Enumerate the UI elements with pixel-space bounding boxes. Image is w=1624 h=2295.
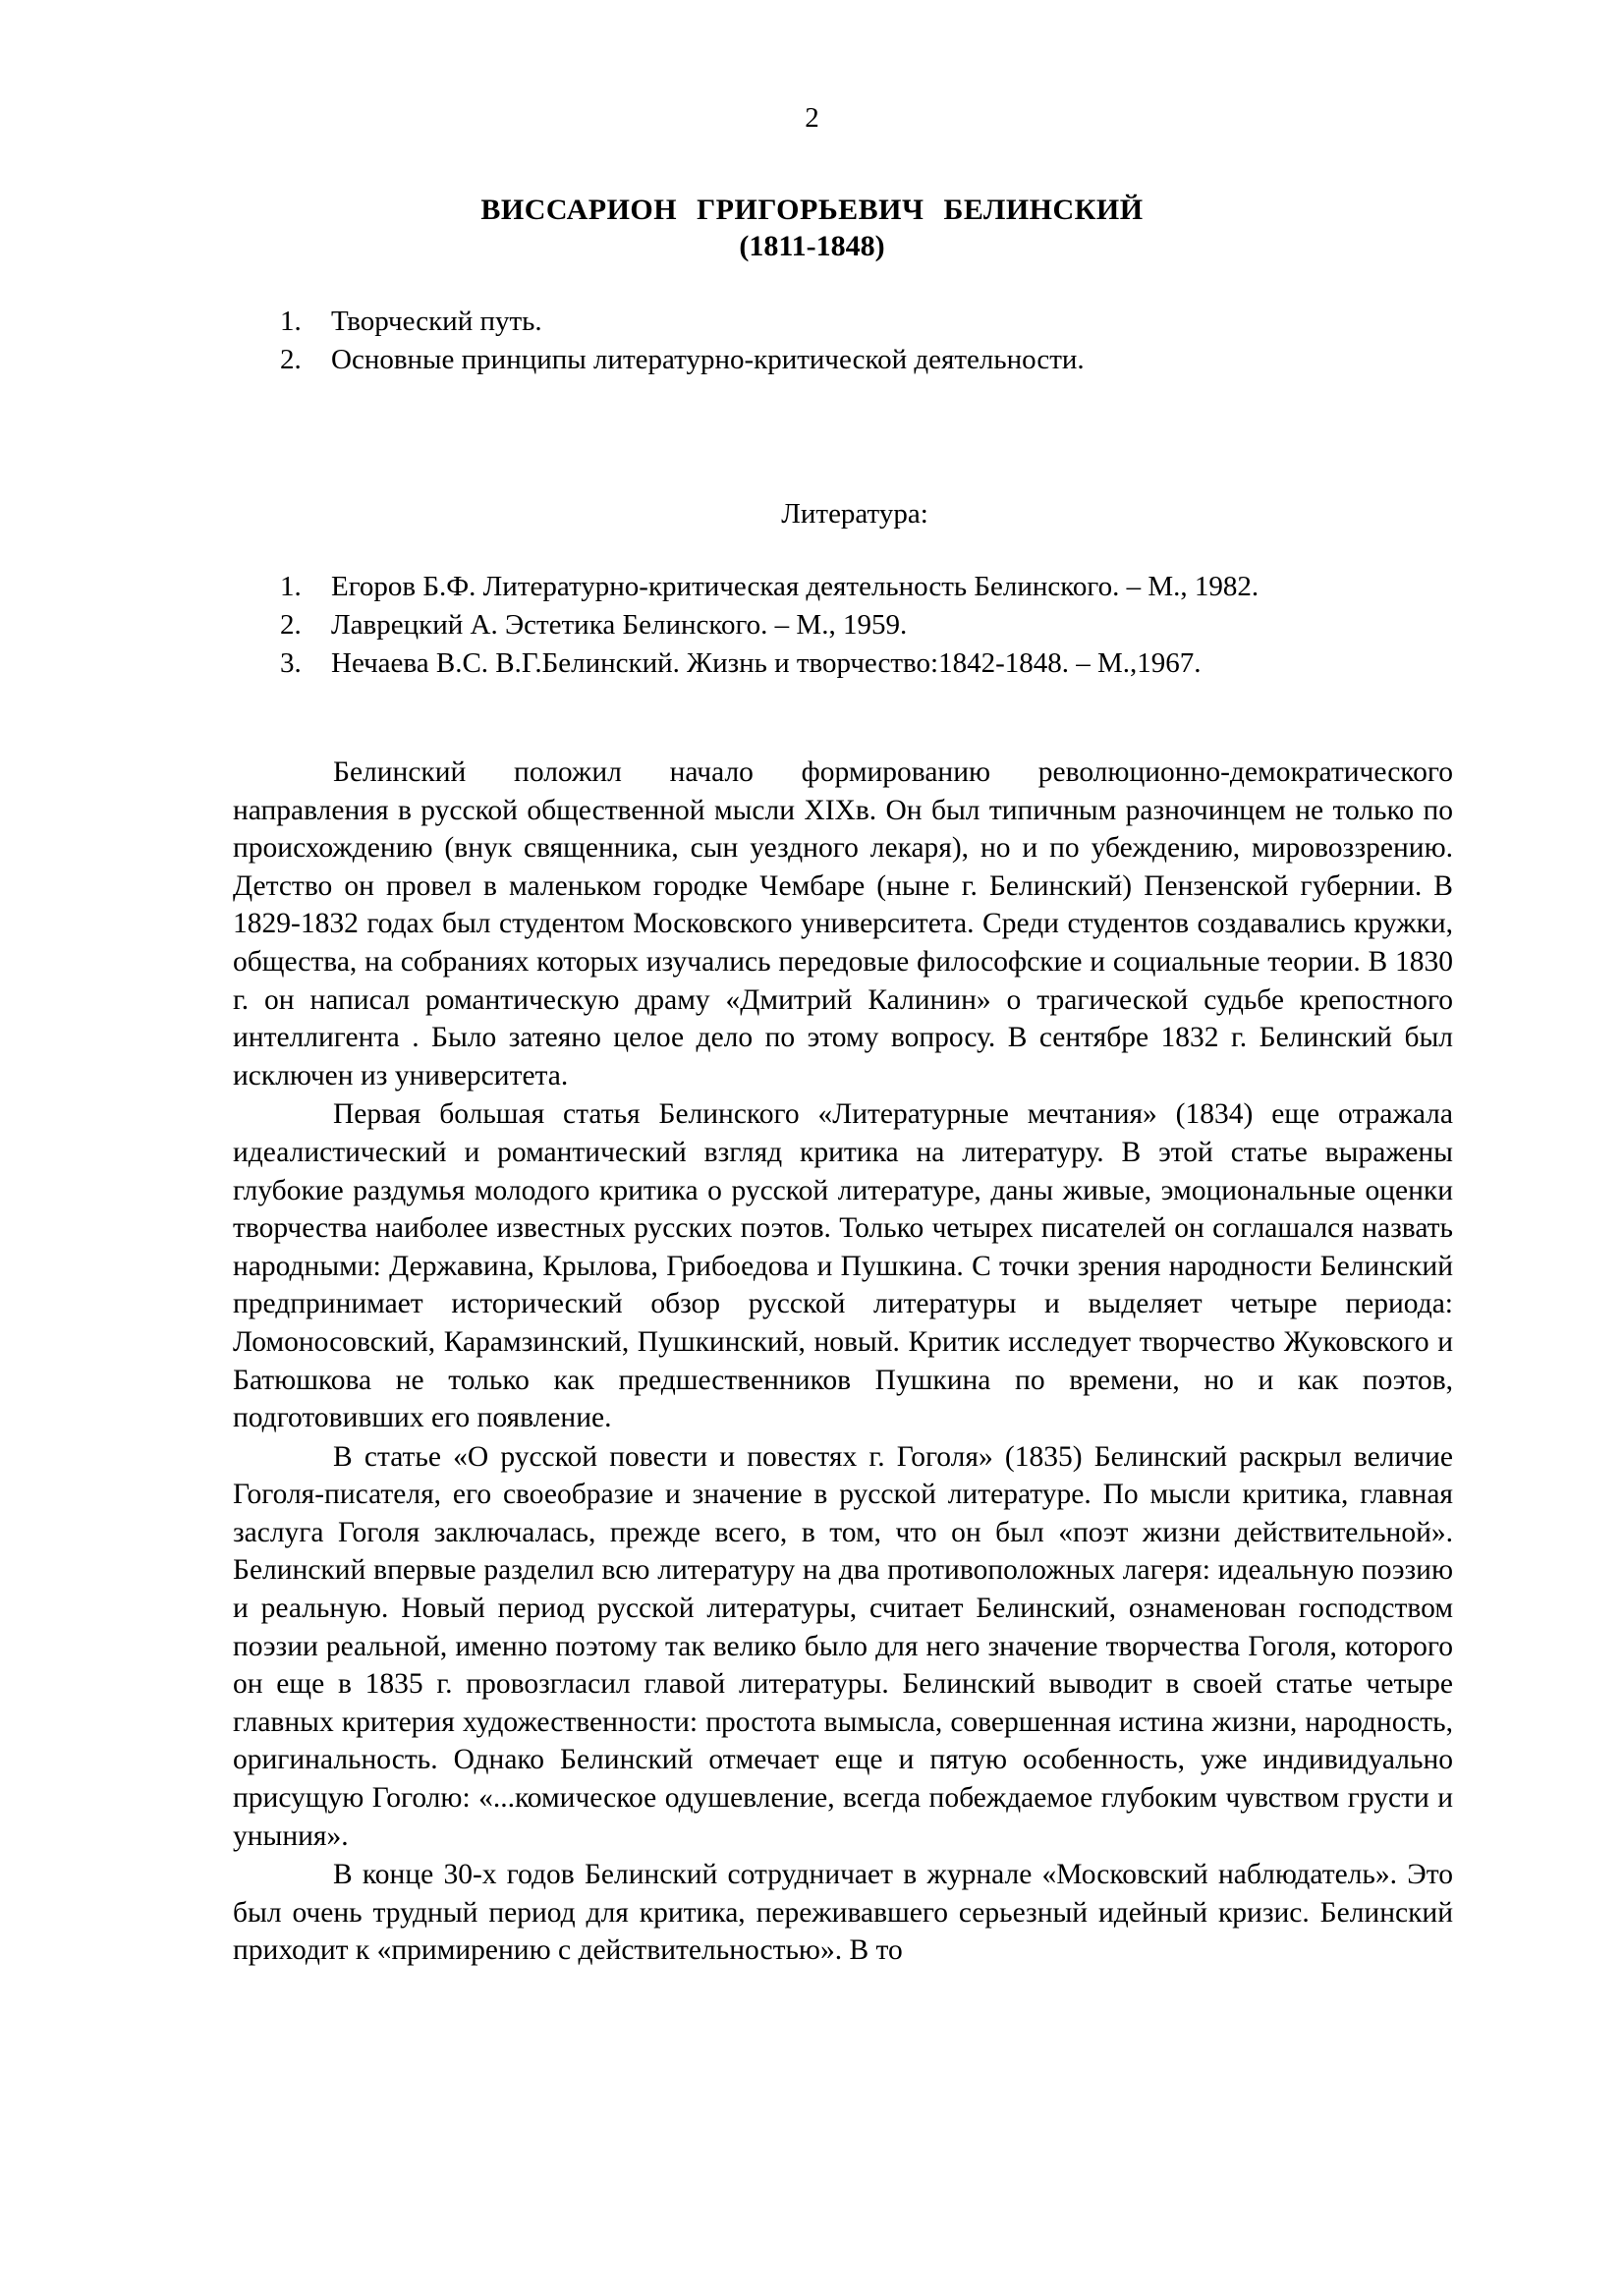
body-paragraph: Первая большая статья Белинского «Литературные мечтания» (1834) еще отражала идеалистический и романтический взгляд критика на литературу. В этой статье выражены глубокие раздумья молодого критика о русской литературе, даны живые, эмоциональные оценки творчества наиболее известных русских поэтов. Только четырех писателей он соглашался назвать народными: Державина, Крылова, Грибоедова и Пушкина. С точки зрения народности Белинский предпринимает исторический обзор русской литературы и выделяет четыре периода: Ломоносовский, Карамзинский, Пушкинский, новый. Критик исследует творчество Жуковского и Батюшкова не только как предшественников Пушкина по времени, но и как поэтов, подготовивших его появление. bbox=[233, 1098, 1453, 1434]
plan-list bbox=[280, 303, 1085, 379]
literature-heading: Литература: bbox=[781, 498, 928, 530]
literature-item-text: Лаврецкий А. Эстетика Белинского. – М., 1959. bbox=[331, 609, 908, 641]
body-text bbox=[233, 754, 1453, 1970]
literature-item bbox=[280, 606, 1259, 644]
body-paragraph: Белинский положил начало формированию революционно-демократического направления в русской общественной мысли XIXв. Он был типичным разночинцем не только по происхождению (внук священника, сын уездного лекаря), но и по убеждению, мировоззрению. Детство он провел в маленьком городке Чембаре (ныне г. Белинский) Пензенской губернии. В 1829-1832 годах был студентом Московского университета. Среди студентов создавались кружки, общества, на собраниях которых изучались передовые философские и социальные теории. В 1830 г. он написал романтическую драму «Дмитрий Калинин» о трагической судьбе крепостного интеллигента . Было затеяно целое дело по этому вопросу. В сентябре 1832 г. Белинский был исключен из университета. bbox=[233, 756, 1453, 1092]
plan-item-number: 2. bbox=[280, 344, 302, 375]
title-block bbox=[0, 192, 1624, 264]
plan-item bbox=[280, 303, 1085, 341]
literature-item bbox=[280, 568, 1259, 606]
page-number: 2 bbox=[805, 102, 819, 134]
plan-item-text: Творческий путь. bbox=[331, 306, 542, 337]
page-title: ВИССАРИОН ГРИГОРЬЕВИЧ БЕЛИНСКИЙ bbox=[480, 194, 1144, 226]
body-paragraph: В конце 30-х годов Белинский сотрудничает в журнале «Московский наблюдатель». Это был очень трудный период для критика, переживавшего серьезный идейный кризис. Белинский приходит к «примирению с действительностью». В то bbox=[233, 1859, 1453, 1967]
literature-list bbox=[280, 568, 1259, 683]
plan-item bbox=[280, 341, 1085, 379]
plan-item-text: Основные принципы литературно-критической деятельности. bbox=[331, 344, 1085, 375]
literature-item-number: 2. bbox=[280, 609, 302, 641]
literature-item-number: 1. bbox=[280, 571, 302, 602]
body-paragraph: В статье «О русской повести и повестях г. Гоголя» (1835) Белинский раскрыл величие Гоголя-писателя, его своеобразие и значение в русской литературе. По мысли критика, главная заслуга Гоголя заключалась, прежде всего, в том, что он был «поэт жизни действительной». Белинский впервые разделил всю литературу на два противоположных лагеря: идеальную поэзию и реальную. Новый период русской литературы, считает Белинский, ознаменован господством поэзии реальной, именно поэтому так велико было для него значение творчества Гоголя, которого он еще в 1835 г. провозгласил главой литературы. Белинский выводит в своей статье четыре главных критерия художественности: простота вымысла, совершенная истина жизни, народность, оригинальность. Однако Белинский отмечает еще и пятую особенность, уже индивидуально присущую Гоголю: «...комическое одушевление, всегда побеждаемое глубоким чувством грусти и уныния». bbox=[233, 1440, 1453, 1852]
literature-item-text: Егоров Б.Ф. Литературно-критическая деятельность Белинского. – М., 1982. bbox=[331, 571, 1260, 602]
literature-item bbox=[280, 644, 1259, 683]
literature-item-number: 3. bbox=[280, 647, 302, 679]
plan-item-number: 1. bbox=[280, 306, 302, 337]
title-years: (1811-1848) bbox=[739, 230, 885, 262]
literature-item-text: Нечаева В.С. В.Г.Белинский. Жизнь и творчество:1842-1848. – М.,1967. bbox=[331, 647, 1202, 679]
